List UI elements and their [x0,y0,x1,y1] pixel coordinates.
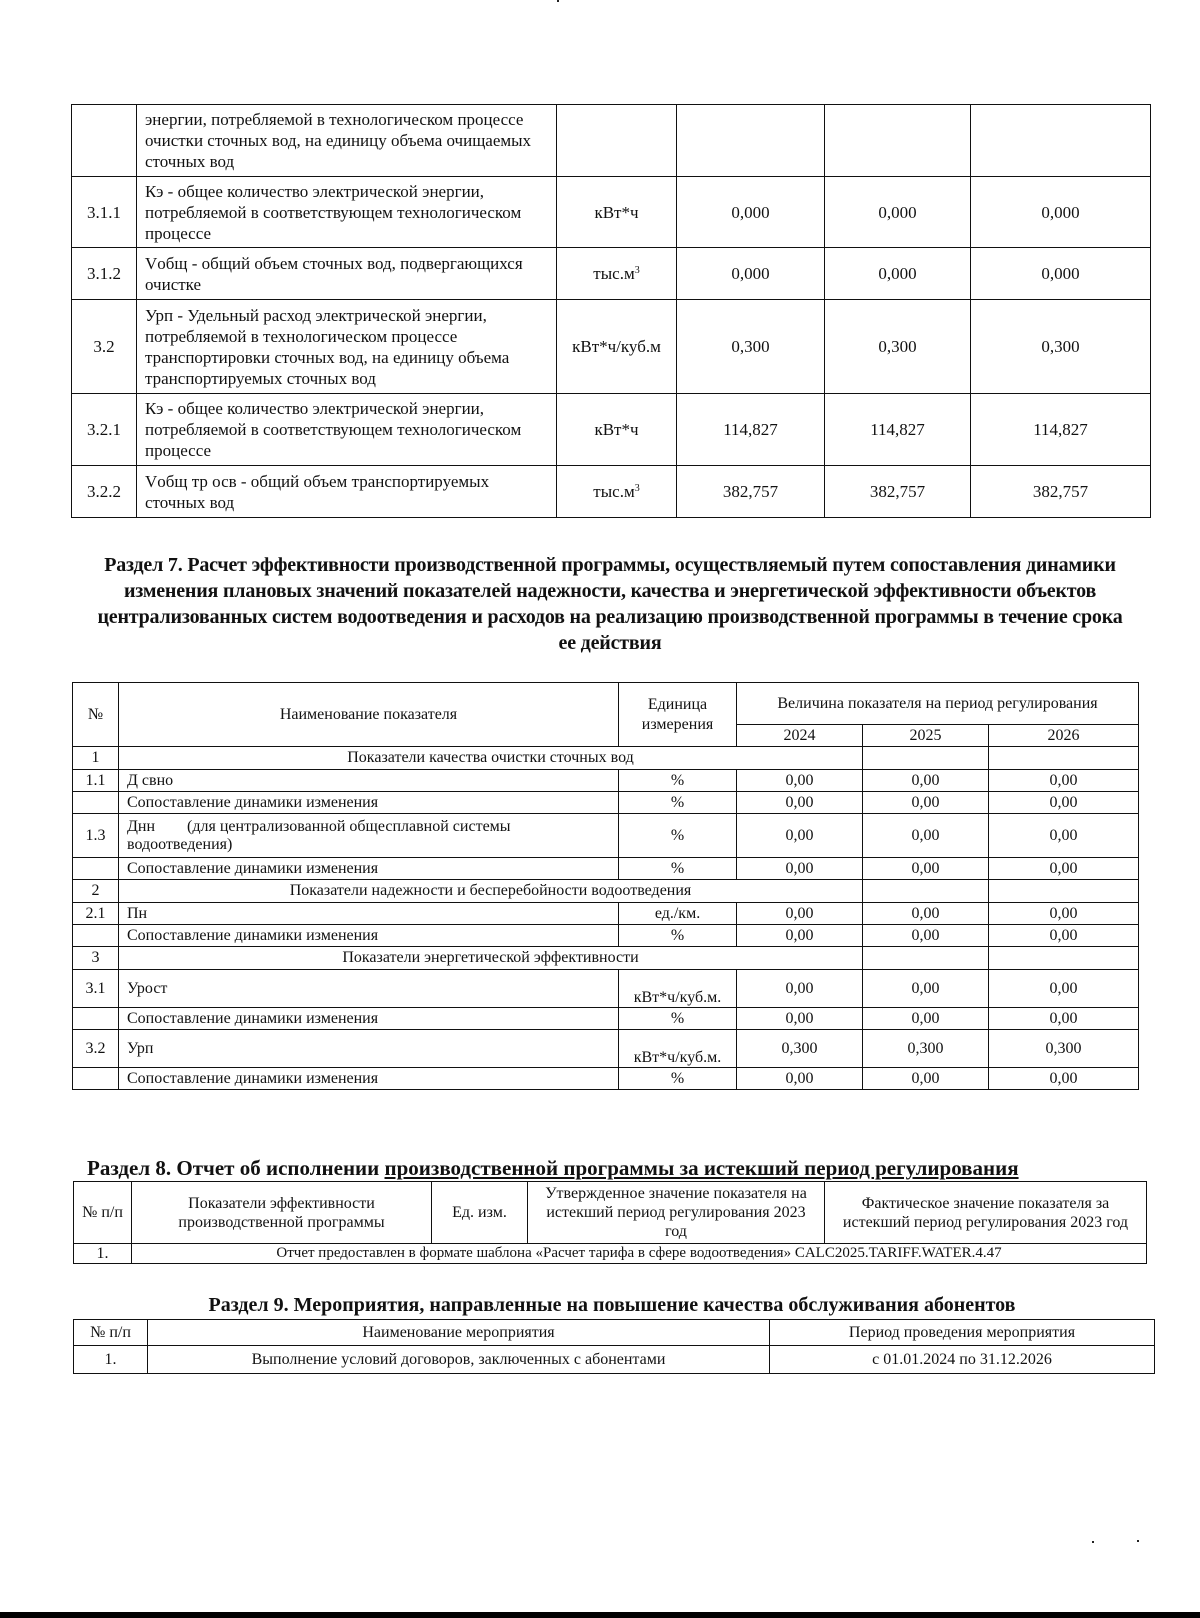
value-2025: 0,00 [863,1068,989,1090]
row-number [73,858,119,880]
value-1: 0,300 [677,300,825,394]
row-number: 1. [74,1244,132,1264]
value-1: 382,757 [677,466,825,518]
unit: кВт*ч [557,177,677,248]
value-2024: 0,00 [737,770,863,792]
value-1: 114,827 [677,394,825,466]
value-2026: 0,00 [989,1068,1139,1090]
unit: % [619,792,737,814]
indicator-name: Кэ - общее количество электрической энергии, потребляемой в соответствующем технологическом процессе [137,394,557,466]
value-2026: 0,00 [989,903,1139,925]
value-2024: 0,00 [737,925,863,947]
header-year-2025: 2025 [863,725,989,747]
section-8-title-underlined: производственной программы за истекший период регулирования [384,1156,1019,1180]
table-row [72,394,1151,466]
row-number: 3.1.1 [72,177,137,248]
header-period: Период проведения мероприятия [770,1320,1155,1346]
group-number: 2 [73,880,119,903]
section-8-title-prefix: Раздел 8. Отчет об исполнении [87,1156,385,1180]
row-number: 1. [74,1346,148,1374]
value-3: 382,757 [971,466,1151,518]
value-3 [971,105,1151,177]
table-row [72,466,1151,518]
unit: % [619,770,737,792]
row-number [73,925,119,947]
scan-speck [557,0,559,2]
header-year-2024: 2024 [737,725,863,747]
empty-cell [863,947,989,970]
indicator-name: Урп - Удельный расход электрической энергии, потребляемой в технологическом процессе транспортировки сточных вод, на единицу объема транспортируемых сточных вод [137,300,557,394]
group-title: Показатели надежности и бесперебойности водоотведения [119,880,863,903]
row-number: 1.3 [73,814,119,858]
table-row [73,858,1139,880]
row-number [73,1068,119,1090]
value-2025: 0,00 [863,858,989,880]
header-actual-value: Фактическое значение показателя за истекший период регулирования 2023 год [825,1182,1147,1244]
unit [557,248,677,300]
indicator-name: Пн [119,903,619,925]
unit-superscript: 3 [634,483,640,494]
row-number: 3.2 [73,1030,119,1068]
row-number: 3.1.2 [72,248,137,300]
table-row [72,300,1151,394]
indicator-name: Сопоставление динамики изменения [119,858,619,880]
group-number: 1 [73,747,119,770]
table-row [72,105,1151,177]
indicator-name: Днн (для централизованной общесплавной системы водоотведения) [119,814,619,858]
row-number [72,105,137,177]
unit: ед./км. [619,903,737,925]
indicator-name: Сопоставление динамики изменения [119,792,619,814]
value-2026: 0,00 [989,925,1139,947]
value-3: 0,300 [971,300,1151,394]
unit-superscript: 3 [634,265,640,276]
section-7-title: Раздел 7. Расчет эффективности производственной программы, осуществляемый путем сопоставления динамики изменения плановых значений показателей надежности, качества и энергетической эффективности объектов централизованных систем водоотведения и расходов на реализацию производственной программы в течение срока ее действия [97,554,1123,654]
unit: % [619,925,737,947]
value-2024: 0,00 [737,792,863,814]
row-number [73,1008,119,1030]
subscriber-service-measures-table [73,1319,1155,1374]
row-number: 3.2.2 [72,466,137,518]
header-no: № [73,683,119,747]
indicator-name: Сопоставление динамики изменения [119,1068,619,1090]
value-2026: 0,300 [989,1030,1139,1068]
table-row [73,1008,1139,1030]
table-row [73,1030,1139,1068]
value-2025: 0,00 [863,925,989,947]
section-8-title [72,1155,1152,1181]
indicator-name: Урп [119,1030,619,1068]
indicator-name: Vобщ тр осв - общий объем транспортируемых сточных вод [137,466,557,518]
header-row [74,1320,1155,1346]
value-3: 0,000 [971,177,1151,248]
header-row [73,683,1139,725]
header-no: № п/п [74,1320,148,1346]
value-2024: 0,00 [737,858,863,880]
group-title: Показатели энергетической эффективности [119,947,863,970]
value-2024: 0,00 [737,970,863,1008]
value-2024: 0,00 [737,1068,863,1090]
table-row [73,903,1139,925]
value-2026: 0,00 [989,1008,1139,1030]
scan-speck [1092,1541,1094,1543]
row-number [73,792,119,814]
value-2025: 0,300 [863,1030,989,1068]
value-2024: 0,300 [737,1030,863,1068]
measure-name: Выполнение условий договоров, заключенных с абонентами [148,1346,770,1374]
header-indicators: Показатели эффективности производственной программы [132,1182,432,1244]
empty-cell [989,880,1139,903]
energy-indicators-table [71,104,1151,518]
group-row [73,747,1139,770]
table-row [72,248,1151,300]
unit: % [619,814,737,858]
table-row [74,1244,1147,1264]
value-2: 382,757 [825,466,971,518]
header-year-2026: 2026 [989,725,1139,747]
section-9-title: Раздел 9. Мероприятия, направленные на повышение качества обслуживания абонентов [208,1294,1016,1316]
indicator-name: Vобщ - общий объем сточных вод, подвергающихся очистке [137,248,557,300]
value-2026: 0,00 [989,858,1139,880]
header-no: № п/п [74,1182,132,1244]
unit [557,105,677,177]
header-approved-value: Утвержденное значение показателя на истекший период регулирования 2023 год [528,1182,825,1244]
table-row [73,770,1139,792]
value-2026: 0,00 [989,770,1139,792]
indicator-name: Урост [119,970,619,1008]
row-number: 2.1 [73,903,119,925]
value-2025: 0,00 [863,903,989,925]
indicator-name: Сопоставление динамики изменения [119,1008,619,1030]
row-number: 3.2 [72,300,137,394]
value-2: 0,300 [825,300,971,394]
unit: кВт*ч [557,394,677,466]
row-number: 3.1 [73,970,119,1008]
scan-speck [1137,1540,1139,1542]
value-2 [825,105,971,177]
efficiency-calculation-table [72,682,1139,1090]
unit: кВт*ч/куб.м. [619,970,737,1008]
unit-text: тыс.м [593,482,635,501]
value-2: 114,827 [825,394,971,466]
value-2: 0,000 [825,177,971,248]
row-number: 1.1 [73,770,119,792]
row-number: 3.2.1 [72,394,137,466]
unit [557,466,677,518]
value-2025: 0,00 [863,1008,989,1030]
value-2026: 0,00 [989,970,1139,1008]
unit-text: тыс.м [593,264,635,283]
table-row [73,814,1139,858]
indicator-name: энергии, потребляемой в технологическом процессе очистки сточных вод, на единицу объема очищаемых сточных вод [137,105,557,177]
value-2025: 0,00 [863,792,989,814]
value-2025: 0,00 [863,770,989,792]
measure-period: с 01.01.2024 по 31.12.2026 [770,1346,1155,1374]
group-row [73,880,1139,903]
value-2025: 0,00 [863,814,989,858]
value-3: 114,827 [971,394,1151,466]
empty-cell [989,747,1139,770]
header-unit: Ед. изм. [432,1182,528,1244]
value-2026: 0,00 [989,814,1139,858]
value-2: 0,000 [825,248,971,300]
value-1: 0,000 [677,177,825,248]
header-measure-name: Наименование мероприятия [148,1320,770,1346]
unit: % [619,858,737,880]
table-row [74,1346,1155,1374]
header-name: Наименование показателя [119,683,619,747]
group-number: 3 [73,947,119,970]
indicator-name: Сопоставление динамики изменения [119,925,619,947]
value-2025: 0,00 [863,970,989,1008]
table-row [73,792,1139,814]
value-1: 0,000 [677,248,825,300]
empty-cell [989,947,1139,970]
value-2024: 0,00 [737,1008,863,1030]
empty-cell [863,747,989,770]
report-note: Отчет предоставлен в формате шаблона «Расчет тарифа в сфере водоотведения» CALC2025.TARIFF.WATER.4.47 [132,1244,1147,1264]
header-period: Величина показателя на период регулирования [737,683,1139,725]
empty-cell [863,880,989,903]
indicator-name: Д свно [119,770,619,792]
unit: % [619,1008,737,1030]
table-row [73,1068,1139,1090]
indicator-name: Кэ - общее количество электрической энергии, потребляемой в соответствующем технологическом процессе [137,177,557,248]
unit: кВт*ч/куб.м [557,300,677,394]
value-1 [677,105,825,177]
value-2024: 0,00 [737,814,863,858]
unit: кВт*ч/куб.м. [619,1030,737,1068]
scan-edge-bar [0,1612,1200,1618]
unit: % [619,1068,737,1090]
table-row [73,970,1139,1008]
value-2026: 0,00 [989,792,1139,814]
program-execution-report-table [73,1181,1147,1264]
header-unit: Единица измерения [619,683,737,747]
group-title: Показатели качества очистки сточных вод [119,747,863,770]
value-2024: 0,00 [737,903,863,925]
table-row [72,177,1151,248]
table-row [73,925,1139,947]
value-3: 0,000 [971,248,1151,300]
group-row [73,947,1139,970]
header-row [74,1182,1147,1244]
